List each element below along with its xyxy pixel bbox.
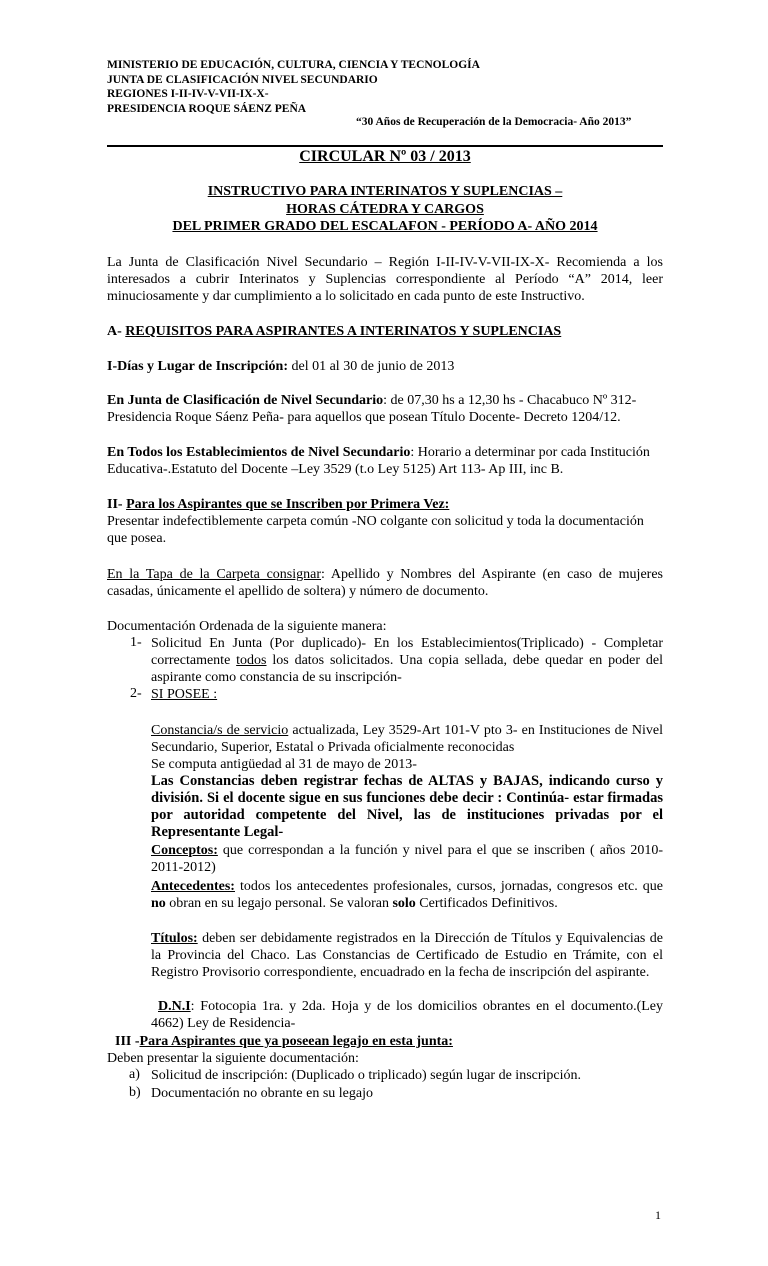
item-1-number: 1- (130, 635, 142, 650)
list-b-number: b) (129, 1085, 141, 1100)
establecimientos-text: : Horario a determinar por cada Institución Educativa-.Estatuto del Docente –Ley 3529 (t.o Ley 5125) Art 113- Ap III, inc B. (107, 445, 650, 477)
conceptos-label: Conceptos: (151, 843, 218, 858)
title-line-2: HORAS CÁTEDRA Y CARGOS (286, 201, 484, 217)
junta-text: : de 07,30 hs a 12,30 hs - Chacabuco Nº 312- Presidencia Roque Sáenz Peña- para aquellos que posean Título Docente- Decreto 1204/12. (107, 393, 637, 425)
constancias-paragraph (151, 722, 663, 756)
junta-label: En Junta de Clasificación de Nivel Secundario (107, 393, 384, 408)
list-b-text: Documentación no obrante en su legajo (151, 1086, 373, 1101)
titulos-paragraph (151, 930, 663, 981)
antecedentes-label: Antecedentes: (151, 879, 235, 894)
section-a-title: REQUISITOS PARA ASPIRANTES A INTERINATOS Y SUPLENCIAS (125, 324, 562, 339)
header-rule (107, 145, 663, 147)
constancias-antiguedad: Se computa antigüedad al 31 de mayo de 2013- (151, 757, 417, 772)
conceptos-text: que correspondan a la función y nivel para el que se inscriben ( años 2010-2011-2012) (151, 843, 663, 875)
tapa-text: : Apellido y Nombres del Aspirante (en caso de mujeres casadas, únicamente el apellido de soltera) y número de documento. (107, 567, 663, 599)
section-ii (107, 496, 663, 547)
document-title (107, 183, 663, 236)
section-a-prefix: A- (107, 324, 126, 339)
dni-label: D.N.I (158, 999, 191, 1014)
section-iii-title: Para Aspirantes que ya poseean legajo en esta junta: (139, 1034, 453, 1049)
constancias-text: actualizada, Ley 3529-Art 101-V pto 3- en Instituciones de Nivel Secundario, Superior, Estatal o Privada oficialmente reconocidas (151, 723, 663, 755)
section-ii-prefix: II- (107, 497, 127, 512)
section-iii-heading (115, 1033, 671, 1050)
section-iii-prefix: III - (115, 1034, 140, 1049)
conceptos-paragraph (151, 842, 663, 876)
intro-paragraph: La Junta de Clasificación Nivel Secundario – Región I-II-IV-V-VII-IX-X- Recomienda a los interesados a cubrir Interinatos y Suplencias correspondiente al Período “A” 2014, leer minuciosamente y dar cumplimiento a lo solicitado en cada punto de este Instructivo. (107, 255, 663, 304)
section-iii-text: Deben presentar la siguiente documentación: (107, 1051, 359, 1066)
establecimientos-label: En Todos los Establecimientos de Nivel Secundario (107, 445, 411, 460)
header-motto: “30 Años de Recuperación de la Democracia- Año 2013” (356, 116, 632, 128)
section-ii-text: Presentar indefectiblemente carpeta común -NO colgante con solicitud y toda la documentación que posea. (107, 514, 644, 546)
documentacion-intro: Documentación Ordenada de la siguiente manera: (107, 619, 387, 634)
dias-text: del 01 al 30 de junio de 2013 (287, 359, 455, 374)
antecedentes-text-c: Certificados Definitivos. (415, 896, 558, 911)
antecedentes-paragraph (151, 878, 663, 912)
list-a-text: Solicitud de inscripción: (Duplicado o triplicado) según lugar de inscripción. (151, 1068, 582, 1083)
section-a-heading (107, 323, 663, 340)
tapa-label: En la Tapa de la Carpeta consignar (107, 567, 322, 582)
header-presidencia: PRESIDENCIA ROQUE SÁENZ PEÑA (107, 102, 307, 115)
establecimientos-paragraph (107, 444, 663, 478)
section-ii-title: Para los Aspirantes que se Inscriben por Primera Vez: (126, 497, 450, 512)
list-a-number: a) (129, 1067, 140, 1082)
item-1-todos: todos (236, 653, 267, 668)
antecedentes-text-b: obran en su legajo personal. Se valoran (165, 896, 393, 911)
item-2-number: 2- (130, 686, 142, 701)
antecedentes-no: no (151, 896, 166, 911)
dni-paragraph (151, 998, 663, 1032)
item-1-text (151, 635, 663, 686)
section-ii-heading (107, 496, 663, 513)
title-line-1: INSTRUCTIVO PARA INTERINATOS Y SUPLENCIAS – (207, 184, 563, 199)
title-line-3: DEL PRIMER GRADO DEL ESCALAFON - PERÍODO A- AÑO 2014 (172, 219, 598, 234)
antecedentes-solo: solo (392, 896, 416, 911)
dias-label: I-Días y Lugar de Inscripción: (107, 359, 288, 374)
item-2-label: SI POSEE : (151, 687, 218, 702)
dias-inscripcion (107, 358, 663, 375)
antecedentes-text-a: todos los antecedentes profesionales, cursos, jornadas, congresos etc. que (234, 879, 663, 894)
header-junta: JUNTA DE CLASIFICACIÓN NIVEL SECUNDARIO (107, 73, 378, 86)
page-number: 1 (655, 1208, 661, 1222)
dni-text: : Fotocopia 1ra. y 2da. Hoja y de los domicilios obrantes en el documento.(Ley 4662) Ley de Residencia- (151, 999, 663, 1031)
circular-title: CIRCULAR Nº 03 / 2013 (299, 148, 471, 165)
titulos-label: Títulos: (151, 931, 198, 946)
header-ministry: MINISTERIO DE EDUCACIÓN, CULTURA, CIENCIA Y TECNOLOGÍA (107, 59, 480, 71)
constancias-label: Constancia/s de servicio (151, 723, 289, 738)
item-1-text-a: Solicitud En Junta (Por duplicado)- En los Establecimientos(Triplicado) - Completar correctamente (151, 636, 663, 668)
constancias-warning: Las Constancias deben registrar fechas de ALTAS y BAJAS, indicando curso y división. Si el docente sigue en sus funciones debe decir : Continúa- estar firmadas por autoridad competente del Nivel, las de instituciones privadas por el Representante Legal- (151, 773, 663, 840)
item-1-text-b: los datos solicitados. Una copia sellada, debe quedar en poder del aspirante como constancia de su inscripción- (151, 653, 664, 685)
junta-paragraph (107, 392, 663, 426)
titulos-text: deben ser debidamente registrados en la Dirección de Títulos y Equivalencias de la Provincia del Chaco. Las Constancias de Certificado de Estudio en Trámite, con el Registro Provisorio correspondiente, encuadrado en la fecha de inscripción del aspirante. (151, 931, 663, 980)
header-regiones: REGIONES I-II-IV-V-VII-IX-X- (107, 88, 269, 100)
tapa-paragraph (107, 566, 663, 600)
